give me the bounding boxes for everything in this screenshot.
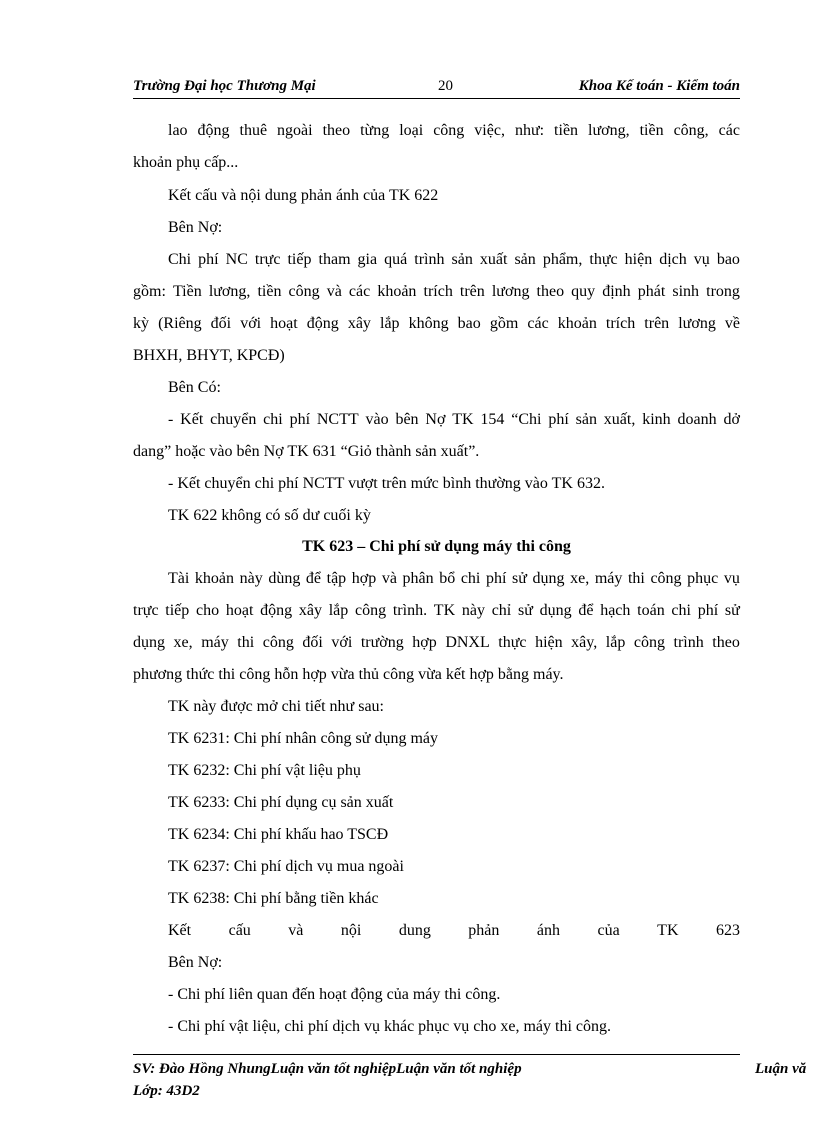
text-line: lao động thuê ngoài theo từng loại công việc, như: tiền lương, tiền công, các xyxy=(168,122,740,139)
text-line: Bên Có: xyxy=(168,379,221,396)
header-faculty: Khoa Kế toán - Kiểm toán xyxy=(578,78,740,94)
text-line: Kết cấu và nội dung phản ánh của TK 623 xyxy=(168,922,740,939)
text-line: TK 6233: Chi phí dụng cụ sản xuất xyxy=(168,794,394,811)
text-line: Bên Nợ: xyxy=(168,219,223,236)
text-line: - Kết chuyển chi phí NCTT vào bên Nợ TK 154 “Chi phí sản xuất, kinh doanh dở xyxy=(168,411,740,428)
page-header xyxy=(133,74,740,99)
text-line: TK này được mở chi tiết như sau: xyxy=(168,698,384,715)
text-line: Chi phí NC trực tiếp tham gia quá trình sản xuất sản phẩm, thực hiện dịch vụ bao xyxy=(168,251,740,268)
text-line: TK 622 không có số dư cuối kỳ xyxy=(168,507,371,524)
text-line: khoản phụ cấp... xyxy=(133,154,239,171)
footer-student: SV: Đào Hồng NhungLuận văn tốt nghiệpLuận văn tốt nghiệp xyxy=(133,1061,522,1077)
text-line: TK 6237: Chi phí dịch vụ mua ngoài xyxy=(168,858,404,875)
text-line: gồm: Tiền lương, tiền công và các khoản trích trên lương theo quy định phát sinh trong xyxy=(133,283,740,300)
text-line: - Chi phí vật liệu, chi phí dịch vụ khác phục vụ cho xe, máy thi công. xyxy=(168,1018,612,1035)
footer-right-text: Luận vă xyxy=(755,1061,807,1077)
text-line: Kết cấu và nội dung phản ánh của TK 622 xyxy=(168,187,439,204)
text-line: - Chi phí liên quan đến hoạt động của máy thi công. xyxy=(168,986,501,1003)
text-line: Bên Nợ: xyxy=(168,954,223,971)
section-heading: TK 623 – Chi phí sử dụng máy thi công xyxy=(302,538,571,555)
footer-divider xyxy=(133,1054,740,1055)
text-line: BHXH, BHYT, KPCĐ) xyxy=(133,347,285,364)
text-line: kỳ (Riêng đối với hoạt động xây lắp không bao gồm các khoản trích trên lương về xyxy=(133,315,740,332)
page-number: 20 xyxy=(438,78,453,94)
text-line: trực tiếp cho hoạt động xây lắp công trình. TK này chỉ sử dụng để hạch toán chi phí sử xyxy=(133,602,740,619)
text-line: - Kết chuyển chi phí NCTT vượt trên mức bình thường vào TK 632. xyxy=(168,475,605,492)
text-line: TK 6231: Chi phí nhân công sử dụng máy xyxy=(168,730,438,747)
text-line: TK 6234: Chi phí khấu hao TSCĐ xyxy=(168,826,389,843)
text-line: phương thức thi công hỗn hợp vừa thủ công vừa kết hợp bằng máy. xyxy=(133,666,564,683)
footer-class: Lớp: 43D2 xyxy=(133,1083,200,1099)
text-line: TK 6232: Chi phí vật liệu phụ xyxy=(168,762,361,779)
text-line: Tài khoản này dùng để tập hợp và phân bổ chi phí sử dụng xe, máy thi công phục vụ xyxy=(168,570,740,587)
text-line: dang” hoặc vào bên Nợ TK 631 “Giỏ thành sản xuất”. xyxy=(133,443,480,460)
text-line: TK 6238: Chi phí bằng tiền khác xyxy=(168,890,379,907)
header-school: Trường Đại học Thương Mại xyxy=(133,78,316,94)
text-line: dụng xe, máy thi công đối với trường hợp DNXL thực hiện xây, lắp công trình theo xyxy=(133,634,740,651)
